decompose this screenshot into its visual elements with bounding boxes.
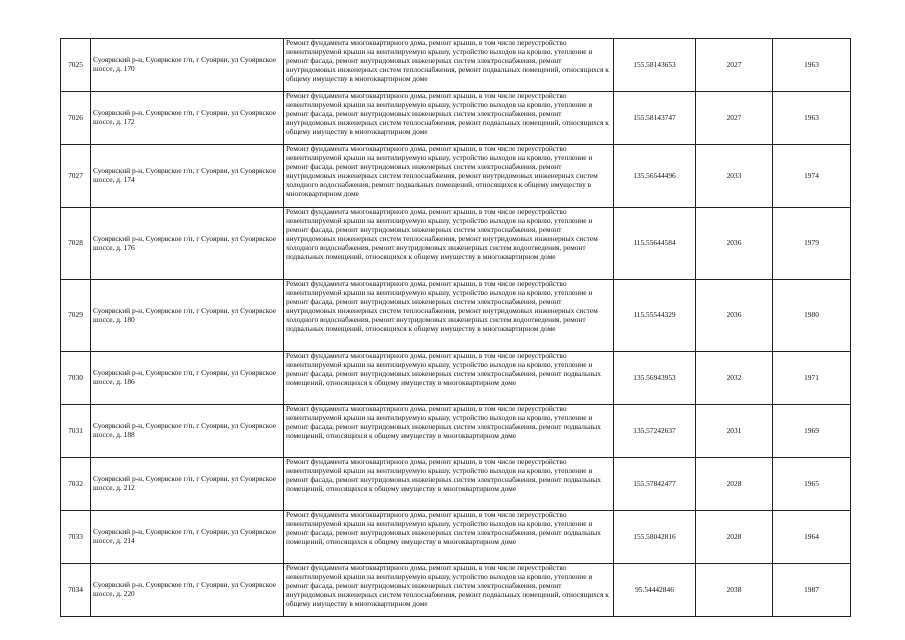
row-built-year: 1965: [773, 458, 851, 511]
row-planned-year: 2032: [696, 352, 773, 405]
row-built-year: 1963: [773, 92, 851, 145]
row-value: 135.57242637: [614, 405, 696, 458]
row-planned-year: 2027: [696, 39, 773, 92]
row-number: 7026: [61, 92, 91, 145]
row-address: Суоярвский р-н, Суоярвское г/п, г Суоярви, ул Суоярвское шоссе, д. 174: [91, 145, 284, 208]
table-row: [61, 92, 851, 145]
row-planned-year: 2036: [696, 208, 773, 280]
row-address: Суоярвский р-н, Суоярвское г/п, г Суоярви, ул Суоярвское шоссе, д. 170: [91, 39, 284, 92]
row-built-year: 1980: [773, 280, 851, 352]
row-number: 7030: [61, 352, 91, 405]
row-built-year: 1979: [773, 208, 851, 280]
row-value: 115.55544329: [614, 280, 696, 352]
row-works: Ремонт фундамента многоквартирного дома, ремонт крыши, в том числе переустройство невентилируемой крыши на вентилируемую крышу, устройство выходов на кровлю, утепление и ремонт фасада, ремонт внутридомовых инженерных систем электроснабжения, ремонт подвальных помещений, относящихся к общему имуществу в многоквартирном доме: [284, 458, 614, 511]
capital-repair-table: [60, 38, 851, 617]
row-number: 7031: [61, 405, 91, 458]
table-row: [61, 405, 851, 458]
row-address: Суоярвский р-н, Суоярвское г/п, г Суоярви, ул Суоярвское шоссе, д. 220: [91, 564, 284, 617]
row-value: 95.54442846: [614, 564, 696, 617]
row-address: Суоярвский р-н, Суоярвское г/п, г Суоярви, ул Суоярвское шоссе, д. 214: [91, 511, 284, 564]
row-address: Суоярвский р-н, Суоярвское г/п, г Суоярви, ул Суоярвское шоссе, д. 186: [91, 352, 284, 405]
row-built-year: 1971: [773, 352, 851, 405]
row-number: 7028: [61, 208, 91, 280]
row-number: 7032: [61, 458, 91, 511]
row-works: Ремонт фундамента многоквартирного дома, ремонт крыши, в том числе переустройство невентилируемой крыши на вентилируемую крышу, устройство выходов на кровлю, утепление и ремонт фасада, ремонт внутридомовых инженерных систем электроснабжения, ремонт внутридомовых инженерных систем теплоснабжения, ремонт внутридомовых инженерных систем холодного водоснабжения, ремонт внутридомовых инженерных систем водоотведения, ремонт подвальных помещений, относящихся к общему имуществу в многоквартирном доме: [284, 208, 614, 280]
row-works: Ремонт фундамента многоквартирного дома, ремонт крыши, в том числе переустройство невентилируемой крыши на вентилируемую крышу, устройство выходов на кровлю, утепление и ремонт фасада, ремонт внутридомовых инженерных систем электроснабжения, ремонт внутридомовых инженерных систем теплоснабжения, ремонт внутридомовых инженерных систем холодного водоснабжения, ремонт внутридомовых инженерных систем водоотведения, ремонт подвальных помещений, относящихся к общему имуществу в многоквартирном доме: [284, 280, 614, 352]
row-works: Ремонт фундамента многоквартирного дома, ремонт крыши, в том числе переустройство невентилируемой крыши на вентилируемую крышу, устройство выходов на кровлю, утепление и ремонт фасада, ремонт внутридомовых инженерных систем электроснабжения, ремонт подвальных помещений, относящихся к общему имуществу в многоквартирном доме: [284, 352, 614, 405]
row-address: Суоярвский р-н, Суоярвское г/п, г Суоярви, ул Суоярвское шоссе, д. 176: [91, 208, 284, 280]
row-planned-year: 2027: [696, 92, 773, 145]
row-address: Суоярвский р-н, Суоярвское г/п, г Суоярви, ул Суоярвское шоссе, д. 212: [91, 458, 284, 511]
row-planned-year: 2028: [696, 458, 773, 511]
row-built-year: 1974: [773, 145, 851, 208]
table-row: [61, 564, 851, 617]
row-value: 115.55644584: [614, 208, 696, 280]
row-value: 135.56943953: [614, 352, 696, 405]
row-address: Суоярвский р-н, Суоярвское г/п, г Суоярви, ул Суоярвское шоссе, д. 180: [91, 280, 284, 352]
row-built-year: 1964: [773, 511, 851, 564]
row-works: Ремонт фундамента многоквартирного дома, ремонт крыши, в том числе переустройство невентилируемой крыши на вентилируемую крышу, устройство выходов на кровлю, утепление и ремонт фасада, ремонт внутридомовых инженерных систем электроснабжения, ремонт внутридомовых инженерных систем теплоснабжения, ремонт внутридомовых инженерных систем холодного водоснабжения, ремонт подвальных помещений, относящихся к общему имуществу в многоквартирном доме: [284, 145, 614, 208]
row-value: 155.58143747: [614, 92, 696, 145]
row-works: Ремонт фундамента многоквартирного дома, ремонт крыши, в том числе переустройство невентилируемой крыши на вентилируемую крышу, устройство выходов на кровлю, утепление и ремонт фасада, ремонт внутридомовых инженерных систем электроснабжения, ремонт внутридомовых инженерных систем теплоснабжения, ремонт подвальных помещений, относящихся к общему имуществу в многоквартирном доме: [284, 564, 614, 617]
row-value: 155.57842477: [614, 458, 696, 511]
row-number: 7029: [61, 280, 91, 352]
table-row: [61, 352, 851, 405]
table-row: [61, 511, 851, 564]
row-value: 135.56544496: [614, 145, 696, 208]
row-planned-year: 2028: [696, 511, 773, 564]
row-built-year: 1969: [773, 405, 851, 458]
row-planned-year: 2031: [696, 405, 773, 458]
table-row: [61, 280, 851, 352]
row-value: 155.58042816: [614, 511, 696, 564]
row-value: 155.58143653: [614, 39, 696, 92]
row-works: Ремонт фундамента многоквартирного дома, ремонт крыши, в том числе переустройство невентилируемой крыши на вентилируемую крышу, устройство выходов на кровлю, утепление и ремонт фасада, ремонт внутридомовых инженерных систем электроснабжения, ремонт внутридомовых инженерных систем теплоснабжения, ремонт подвальных помещений, относящихся к общему имуществу в многоквартирном доме: [284, 92, 614, 145]
row-planned-year: 2033: [696, 145, 773, 208]
table-row: [61, 458, 851, 511]
table-row: [61, 208, 851, 280]
row-number: 7027: [61, 145, 91, 208]
table-row: [61, 39, 851, 92]
row-built-year: 1987: [773, 564, 851, 617]
row-number: 7034: [61, 564, 91, 617]
row-number: 7025: [61, 39, 91, 92]
row-planned-year: 2036: [696, 280, 773, 352]
row-works: Ремонт фундамента многоквартирного дома, ремонт крыши, в том числе переустройство невентилируемой крыши на вентилируемую крышу, устройство выходов на кровлю, утепление и ремонт фасада, ремонт внутридомовых инженерных систем электроснабжения, ремонт внутридомовых инженерных систем теплоснабжения, ремонт подвальных помещений, относящихся к общему имуществу в многоквартирном доме: [284, 39, 614, 92]
row-address: Суоярвский р-н, Суоярвское г/п, г Суоярви, ул Суоярвское шоссе, д. 172: [91, 92, 284, 145]
row-built-year: 1963: [773, 39, 851, 92]
row-address: Суоярвский р-н, Суоярвское г/п, г Суоярви, ул Суоярвское шоссе, д. 188: [91, 405, 284, 458]
row-works: Ремонт фундамента многоквартирного дома, ремонт крыши, в том числе переустройство невентилируемой крыши на вентилируемую крышу, устройство выходов на кровлю, утепление и ремонт фасада, ремонт внутридомовых инженерных систем электроснабжения, ремонт подвальных помещений, относящихся к общему имуществу в многоквартирном доме: [284, 405, 614, 458]
row-works: Ремонт фундамента многоквартирного дома, ремонт крыши, в том числе переустройство невентилируемой крыши на вентилируемую крышу, устройство выходов на кровлю, утепление и ремонт фасада, ремонт внутридомовых инженерных систем электроснабжения, ремонт подвальных помещений, относящихся к общему имуществу в многоквартирном доме: [284, 511, 614, 564]
row-planned-year: 2038: [696, 564, 773, 617]
table-row: [61, 145, 851, 208]
row-number: 7033: [61, 511, 91, 564]
